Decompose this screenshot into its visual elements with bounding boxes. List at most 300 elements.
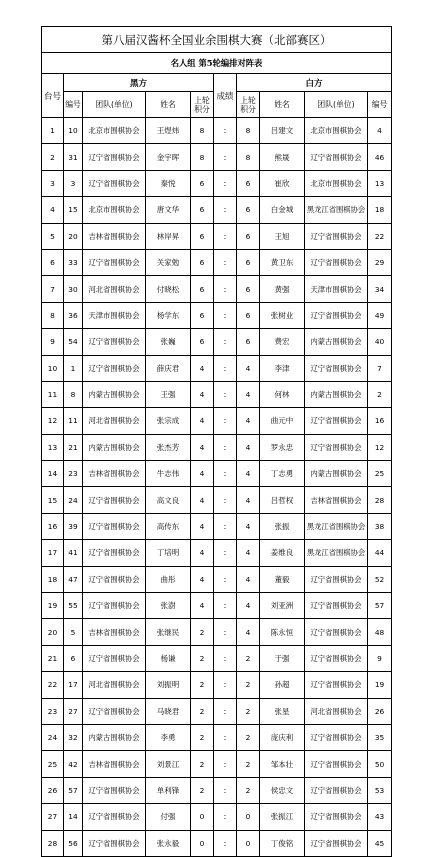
result-cell: : bbox=[214, 223, 237, 249]
black-score-cell: 0 bbox=[191, 804, 214, 830]
table-row bbox=[42, 170, 392, 196]
white-no-cell: 38 bbox=[368, 513, 392, 539]
result-cell: : bbox=[214, 593, 237, 619]
black-name-cell: 曲彤 bbox=[146, 566, 191, 592]
black-team-cell: 河北省围棋协会 bbox=[83, 276, 146, 302]
white-no-cell: 16 bbox=[368, 408, 392, 434]
table-number-cell: 19 bbox=[42, 593, 64, 619]
result-cell: : bbox=[214, 381, 237, 407]
white-score-header: 上轮积分 bbox=[237, 92, 260, 118]
black-team-cell: 辽宁省围棋协会 bbox=[83, 487, 146, 513]
black-name-cell: 秦悦 bbox=[146, 170, 191, 196]
white-no-cell: 9 bbox=[368, 645, 392, 671]
black-no-cell: 20 bbox=[64, 223, 83, 249]
white-name-cell: 侯忠文 bbox=[260, 777, 305, 803]
black-team-cell: 辽宁省围棋协会 bbox=[83, 645, 146, 671]
black-team-cell: 辽宁省围棋协会 bbox=[83, 830, 146, 856]
white-score-cell: 2 bbox=[237, 724, 260, 750]
black-no-cell: 24 bbox=[64, 487, 83, 513]
result-cell: : bbox=[214, 249, 237, 275]
white-score-cell: 6 bbox=[237, 197, 260, 223]
table-row bbox=[42, 830, 392, 856]
black-score-cell: 2 bbox=[191, 751, 214, 777]
white-name-cell: 曲元中 bbox=[260, 408, 305, 434]
black-score-cell: 4 bbox=[191, 408, 214, 434]
black-no-cell: 17 bbox=[64, 672, 83, 698]
result-cell: : bbox=[214, 804, 237, 830]
black-score-cell: 4 bbox=[191, 540, 214, 566]
white-team-cell: 辽宁省围棋协会 bbox=[305, 434, 368, 460]
white-team-cell: 辽宁省围棋协会 bbox=[305, 355, 368, 381]
black-team-cell: 吉林省围棋协会 bbox=[83, 223, 146, 249]
result-cell: : bbox=[214, 302, 237, 328]
black-name-header: 姓名 bbox=[146, 92, 191, 118]
table-number-cell: 8 bbox=[42, 302, 64, 328]
black-no-cell: 27 bbox=[64, 698, 83, 724]
white-name-header: 姓名 bbox=[260, 92, 305, 118]
white-score-cell: 4 bbox=[237, 540, 260, 566]
white-name-cell: 黄卫东 bbox=[260, 249, 305, 275]
result-header: 成绩 bbox=[214, 74, 237, 118]
white-score-cell: 4 bbox=[237, 434, 260, 460]
white-team-cell: 辽宁省围棋协会 bbox=[305, 751, 368, 777]
black-team-cell: 内蒙古围棋协会 bbox=[83, 434, 146, 460]
black-team-cell: 辽宁省围棋协会 bbox=[83, 249, 146, 275]
black-no-cell: 11 bbox=[64, 408, 83, 434]
white-name-cell: 刘亚洲 bbox=[260, 593, 305, 619]
black-team-cell: 辽宁省围棋协会 bbox=[83, 540, 146, 566]
black-score-cell: 2 bbox=[191, 777, 214, 803]
result-cell: : bbox=[214, 434, 237, 460]
black-side-header: 黑方 bbox=[64, 74, 214, 92]
table-row bbox=[42, 434, 392, 460]
black-score-cell: 4 bbox=[191, 381, 214, 407]
white-score-cell: 4 bbox=[237, 593, 260, 619]
white-score-cell: 0 bbox=[237, 830, 260, 856]
table-number-cell: 27 bbox=[42, 804, 64, 830]
result-cell: : bbox=[214, 276, 237, 302]
black-name-cell: 高文良 bbox=[146, 487, 191, 513]
white-score-cell: 6 bbox=[237, 276, 260, 302]
white-team-cell: 北京市围棋协会 bbox=[305, 170, 368, 196]
black-team-cell: 吉林省围棋协会 bbox=[83, 461, 146, 487]
black-score-cell: 0 bbox=[191, 830, 214, 856]
white-score-cell: 6 bbox=[237, 223, 260, 249]
result-cell: : bbox=[214, 329, 237, 355]
table-number-cell: 15 bbox=[42, 487, 64, 513]
white-team-cell: 辽宁省围棋协会 bbox=[305, 804, 368, 830]
result-cell: : bbox=[214, 698, 237, 724]
white-name-cell: 陈永恒 bbox=[260, 619, 305, 645]
black-no-cell: 54 bbox=[64, 329, 83, 355]
black-team-cell: 吉林省围棋协会 bbox=[83, 619, 146, 645]
black-no-cell: 31 bbox=[64, 144, 83, 170]
page-title: 第八届汉酱杯全国业余围棋大赛（北部赛区） bbox=[42, 27, 392, 53]
black-score-cell: 6 bbox=[191, 249, 214, 275]
white-name-cell: 张树业 bbox=[260, 302, 305, 328]
white-name-cell: 何林 bbox=[260, 381, 305, 407]
black-team-cell: 辽宁省围棋协会 bbox=[83, 777, 146, 803]
white-name-cell: 白金城 bbox=[260, 197, 305, 223]
black-name-cell: 张宗成 bbox=[146, 408, 191, 434]
white-team-cell: 辽宁省围棋协会 bbox=[305, 302, 368, 328]
table-row bbox=[42, 355, 392, 381]
white-score-cell: 4 bbox=[237, 408, 260, 434]
black-score-cell: 6 bbox=[191, 197, 214, 223]
black-no-cell: 8 bbox=[64, 381, 83, 407]
table-row bbox=[42, 698, 392, 724]
black-team-cell: 辽宁省围棋协会 bbox=[83, 144, 146, 170]
black-name-cell: 薛庆君 bbox=[146, 355, 191, 381]
white-team-cell: 天津市围棋协会 bbox=[305, 276, 368, 302]
black-name-cell: 林岸昇 bbox=[146, 223, 191, 249]
black-team-cell: 辽宁省围棋协会 bbox=[83, 329, 146, 355]
black-no-cell: 39 bbox=[64, 513, 83, 539]
white-score-cell: 4 bbox=[237, 619, 260, 645]
white-no-cell: 50 bbox=[368, 751, 392, 777]
white-team-cell: 辽宁省围棋协会 bbox=[305, 249, 368, 275]
table-number-cell: 11 bbox=[42, 381, 64, 407]
black-no-cell: 1 bbox=[64, 355, 83, 381]
table-number-cell: 10 bbox=[42, 355, 64, 381]
white-name-cell: 孙超 bbox=[260, 672, 305, 698]
black-no-cell: 10 bbox=[64, 118, 83, 144]
white-no-cell: 57 bbox=[368, 593, 392, 619]
white-no-cell: 34 bbox=[368, 276, 392, 302]
table-number-cell: 12 bbox=[42, 408, 64, 434]
result-cell: : bbox=[214, 144, 237, 170]
white-team-cell: 辽宁省围棋协会 bbox=[305, 144, 368, 170]
table-row bbox=[42, 777, 392, 803]
table-number-cell: 21 bbox=[42, 645, 64, 671]
black-team-cell: 河北省围棋协会 bbox=[83, 672, 146, 698]
black-name-cell: 金宇晖 bbox=[146, 144, 191, 170]
black-team-cell: 辽宁省围棋协会 bbox=[83, 513, 146, 539]
result-cell: : bbox=[214, 513, 237, 539]
table-number-cell: 5 bbox=[42, 223, 64, 249]
black-score-cell: 2 bbox=[191, 698, 214, 724]
black-name-cell: 刘景江 bbox=[146, 751, 191, 777]
white-name-cell: 吕哲权 bbox=[260, 487, 305, 513]
white-team-header: 团队(单位) bbox=[305, 92, 368, 118]
black-score-cell: 6 bbox=[191, 223, 214, 249]
white-score-cell: 4 bbox=[237, 513, 260, 539]
black-name-cell: 付强 bbox=[146, 804, 191, 830]
table-number-cell: 4 bbox=[42, 197, 64, 223]
table-number-cell: 2 bbox=[42, 144, 64, 170]
white-score-cell: 4 bbox=[237, 355, 260, 381]
white-team-cell: 河北省围棋协会 bbox=[305, 698, 368, 724]
table-number-cell: 1 bbox=[42, 118, 64, 144]
result-cell: : bbox=[214, 566, 237, 592]
black-no-cell: 32 bbox=[64, 724, 83, 750]
table-row bbox=[42, 249, 392, 275]
black-no-header: 编号 bbox=[64, 92, 83, 118]
table-number-cell: 23 bbox=[42, 698, 64, 724]
black-name-cell: 张永毅 bbox=[146, 830, 191, 856]
white-team-cell: 辽宁省围棋协会 bbox=[305, 223, 368, 249]
white-name-cell: 董毅 bbox=[260, 566, 305, 592]
result-cell: : bbox=[214, 619, 237, 645]
table-row bbox=[42, 461, 392, 487]
white-score-cell: 6 bbox=[237, 249, 260, 275]
black-name-cell: 杨谦 bbox=[146, 645, 191, 671]
white-no-header: 编号 bbox=[368, 92, 392, 118]
white-team-cell: 辽宁省围棋协会 bbox=[305, 645, 368, 671]
black-name-cell: 王强 bbox=[146, 381, 191, 407]
white-name-cell: 黄强 bbox=[260, 276, 305, 302]
black-no-cell: 36 bbox=[64, 302, 83, 328]
white-name-cell: 张振 bbox=[260, 513, 305, 539]
white-name-cell: 费宏 bbox=[260, 329, 305, 355]
black-name-cell: 唐文华 bbox=[146, 197, 191, 223]
black-no-cell: 15 bbox=[64, 197, 83, 223]
black-name-cell: 张巍 bbox=[146, 329, 191, 355]
white-name-cell: 丁志勇 bbox=[260, 461, 305, 487]
white-score-cell: 2 bbox=[237, 645, 260, 671]
white-name-cell: 吕建文 bbox=[260, 118, 305, 144]
table-row bbox=[42, 619, 392, 645]
table-number-cell: 22 bbox=[42, 672, 64, 698]
table-number-cell: 28 bbox=[42, 830, 64, 856]
white-name-cell: 熊晟 bbox=[260, 144, 305, 170]
black-name-cell: 丁培明 bbox=[146, 540, 191, 566]
black-team-cell: 辽宁省围棋协会 bbox=[83, 593, 146, 619]
table-number-cell: 18 bbox=[42, 566, 64, 592]
result-cell: : bbox=[214, 461, 237, 487]
black-name-cell: 马晓君 bbox=[146, 698, 191, 724]
result-cell: : bbox=[214, 487, 237, 513]
black-name-cell: 单利锋 bbox=[146, 777, 191, 803]
table-row bbox=[42, 302, 392, 328]
black-score-cell: 2 bbox=[191, 645, 214, 671]
black-name-cell: 李勇 bbox=[146, 724, 191, 750]
white-team-cell: 辽宁省围棋协会 bbox=[305, 619, 368, 645]
black-score-cell: 6 bbox=[191, 276, 214, 302]
table-row bbox=[42, 540, 392, 566]
table-number-cell: 26 bbox=[42, 777, 64, 803]
black-score-cell: 4 bbox=[191, 513, 214, 539]
black-name-cell: 付晓松 bbox=[146, 276, 191, 302]
black-score-cell: 8 bbox=[191, 144, 214, 170]
white-team-cell: 黑龙江省围棋协会 bbox=[305, 197, 368, 223]
result-cell: : bbox=[214, 751, 237, 777]
white-no-cell: 53 bbox=[368, 777, 392, 803]
black-score-cell: 6 bbox=[191, 329, 214, 355]
table-number-cell: 25 bbox=[42, 751, 64, 777]
white-score-cell: 4 bbox=[237, 487, 260, 513]
white-name-cell: 崔欣 bbox=[260, 170, 305, 196]
white-score-cell: 6 bbox=[237, 170, 260, 196]
table-row bbox=[42, 593, 392, 619]
white-no-cell: 18 bbox=[368, 197, 392, 223]
black-score-cell: 6 bbox=[191, 170, 214, 196]
result-cell: : bbox=[214, 408, 237, 434]
white-no-cell: 7 bbox=[368, 355, 392, 381]
white-score-cell: 0 bbox=[237, 804, 260, 830]
black-score-cell: 4 bbox=[191, 355, 214, 381]
white-no-cell: 45 bbox=[368, 830, 392, 856]
white-team-cell: 内蒙古围棋协会 bbox=[305, 329, 368, 355]
black-score-cell: 4 bbox=[191, 434, 214, 460]
white-no-cell: 40 bbox=[368, 329, 392, 355]
white-no-cell: 43 bbox=[368, 804, 392, 830]
black-team-cell: 北京市围棋协会 bbox=[83, 197, 146, 223]
black-score-cell: 8 bbox=[191, 118, 214, 144]
white-team-cell: 北京市围棋协会 bbox=[305, 118, 368, 144]
table-row bbox=[42, 381, 392, 407]
black-name-cell: 牛志伟 bbox=[146, 461, 191, 487]
black-team-cell: 辽宁省围棋协会 bbox=[83, 355, 146, 381]
black-score-cell: 4 bbox=[191, 566, 214, 592]
black-team-cell: 北京市围棋协会 bbox=[83, 118, 146, 144]
white-no-cell: 4 bbox=[368, 118, 392, 144]
white-side-header: 白方 bbox=[237, 74, 392, 92]
table-row bbox=[42, 223, 392, 249]
black-name-cell: 高传东 bbox=[146, 513, 191, 539]
table-number-cell: 16 bbox=[42, 513, 64, 539]
table-row bbox=[42, 197, 392, 223]
result-cell: : bbox=[214, 672, 237, 698]
result-cell: : bbox=[214, 830, 237, 856]
black-name-cell: 张澍 bbox=[146, 593, 191, 619]
white-team-cell: 内蒙古围棋协会 bbox=[305, 381, 368, 407]
table-row bbox=[42, 513, 392, 539]
white-team-cell: 黑龙江省围棋协会 bbox=[305, 513, 368, 539]
table-row bbox=[42, 118, 392, 144]
black-team-cell: 河北省围棋协会 bbox=[83, 408, 146, 434]
table-row bbox=[42, 672, 392, 698]
white-score-cell: 4 bbox=[237, 381, 260, 407]
table-number-cell: 17 bbox=[42, 540, 64, 566]
white-name-cell: 张星 bbox=[260, 698, 305, 724]
black-score-cell: 2 bbox=[191, 672, 214, 698]
white-no-cell: 25 bbox=[368, 461, 392, 487]
black-no-cell: 14 bbox=[64, 804, 83, 830]
white-no-cell: 28 bbox=[368, 487, 392, 513]
black-team-cell: 内蒙古围棋协会 bbox=[83, 381, 146, 407]
result-cell: : bbox=[214, 118, 237, 144]
black-name-cell: 王煜炜 bbox=[146, 118, 191, 144]
white-name-cell: 王旭 bbox=[260, 223, 305, 249]
table-row bbox=[42, 724, 392, 750]
black-score-cell: 4 bbox=[191, 461, 214, 487]
white-score-cell: 2 bbox=[237, 777, 260, 803]
black-team-header: 团队(单位) bbox=[83, 92, 146, 118]
white-team-cell: 吉林省围棋协会 bbox=[305, 487, 368, 513]
black-team-cell: 辽宁省围棋协会 bbox=[83, 170, 146, 196]
table-number-cell: 3 bbox=[42, 170, 64, 196]
white-team-cell: 辽宁省围棋协会 bbox=[305, 408, 368, 434]
result-cell: : bbox=[214, 777, 237, 803]
black-no-cell: 47 bbox=[64, 566, 83, 592]
table-row bbox=[42, 329, 392, 355]
black-no-cell: 42 bbox=[64, 751, 83, 777]
white-no-cell: 12 bbox=[368, 434, 392, 460]
table-number-cell: 13 bbox=[42, 434, 64, 460]
white-no-cell: 26 bbox=[368, 698, 392, 724]
black-name-cell: 关家勉 bbox=[146, 249, 191, 275]
black-score-cell: 4 bbox=[191, 593, 214, 619]
white-no-cell: 44 bbox=[368, 540, 392, 566]
white-no-cell: 13 bbox=[368, 170, 392, 196]
white-team-cell: 辽宁省围棋协会 bbox=[305, 672, 368, 698]
black-score-cell: 2 bbox=[191, 619, 214, 645]
black-team-cell: 天津市围棋协会 bbox=[83, 302, 146, 328]
black-team-cell: 内蒙古围棋协会 bbox=[83, 724, 146, 750]
white-no-cell: 2 bbox=[368, 381, 392, 407]
black-no-cell: 57 bbox=[64, 777, 83, 803]
black-no-cell: 6 bbox=[64, 645, 83, 671]
white-score-cell: 2 bbox=[237, 672, 260, 698]
table-number-cell: 14 bbox=[42, 461, 64, 487]
white-no-cell: 52 bbox=[368, 566, 392, 592]
black-name-cell: 张杰芳 bbox=[146, 434, 191, 460]
table-row bbox=[42, 751, 392, 777]
table-row bbox=[42, 487, 392, 513]
result-cell: : bbox=[214, 540, 237, 566]
black-no-cell: 33 bbox=[64, 249, 83, 275]
table-no-header: 台号 bbox=[42, 74, 64, 118]
white-team-cell: 辽宁省围棋协会 bbox=[305, 566, 368, 592]
pairing-table bbox=[41, 26, 392, 857]
white-team-cell: 辽宁省围棋协会 bbox=[305, 724, 368, 750]
black-name-cell: 杨学东 bbox=[146, 302, 191, 328]
white-score-cell: 2 bbox=[237, 751, 260, 777]
result-cell: : bbox=[214, 197, 237, 223]
black-no-cell: 41 bbox=[64, 540, 83, 566]
black-score-cell: 4 bbox=[191, 487, 214, 513]
table-row bbox=[42, 408, 392, 434]
result-cell: : bbox=[214, 170, 237, 196]
white-no-cell: 19 bbox=[368, 672, 392, 698]
white-name-cell: 于强 bbox=[260, 645, 305, 671]
pairing-sheet bbox=[41, 26, 391, 857]
black-no-cell: 56 bbox=[64, 830, 83, 856]
white-no-cell: 29 bbox=[368, 249, 392, 275]
black-score-cell: 2 bbox=[191, 724, 214, 750]
white-team-cell: 辽宁省围棋协会 bbox=[305, 830, 368, 856]
white-no-cell: 22 bbox=[368, 223, 392, 249]
black-no-cell: 55 bbox=[64, 593, 83, 619]
table-number-cell: 6 bbox=[42, 249, 64, 275]
table-row bbox=[42, 645, 392, 671]
result-cell: : bbox=[214, 645, 237, 671]
black-team-cell: 辽宁省围棋协会 bbox=[83, 566, 146, 592]
white-score-cell: 8 bbox=[237, 144, 260, 170]
white-score-cell: 8 bbox=[237, 118, 260, 144]
table-row bbox=[42, 566, 392, 592]
black-team-cell: 辽宁省围棋协会 bbox=[83, 698, 146, 724]
white-no-cell: 48 bbox=[368, 619, 392, 645]
white-team-cell: 内蒙古围棋协会 bbox=[305, 461, 368, 487]
table-number-cell: 24 bbox=[42, 724, 64, 750]
result-cell: : bbox=[214, 724, 237, 750]
black-no-cell: 21 bbox=[64, 434, 83, 460]
white-no-cell: 46 bbox=[368, 144, 392, 170]
black-score-header: 上轮积分 bbox=[191, 92, 214, 118]
table-number-cell: 20 bbox=[42, 619, 64, 645]
white-score-cell: 4 bbox=[237, 566, 260, 592]
black-name-cell: 刘振明 bbox=[146, 672, 191, 698]
black-no-cell: 30 bbox=[64, 276, 83, 302]
white-team-cell: 辽宁省围棋协会 bbox=[305, 777, 368, 803]
black-score-cell: 6 bbox=[191, 302, 214, 328]
black-team-cell: 吉林省围棋协会 bbox=[83, 751, 146, 777]
table-number-cell: 9 bbox=[42, 329, 64, 355]
white-team-cell: 黑龙江省围棋协会 bbox=[305, 540, 368, 566]
white-name-cell: 丁俊铭 bbox=[260, 830, 305, 856]
